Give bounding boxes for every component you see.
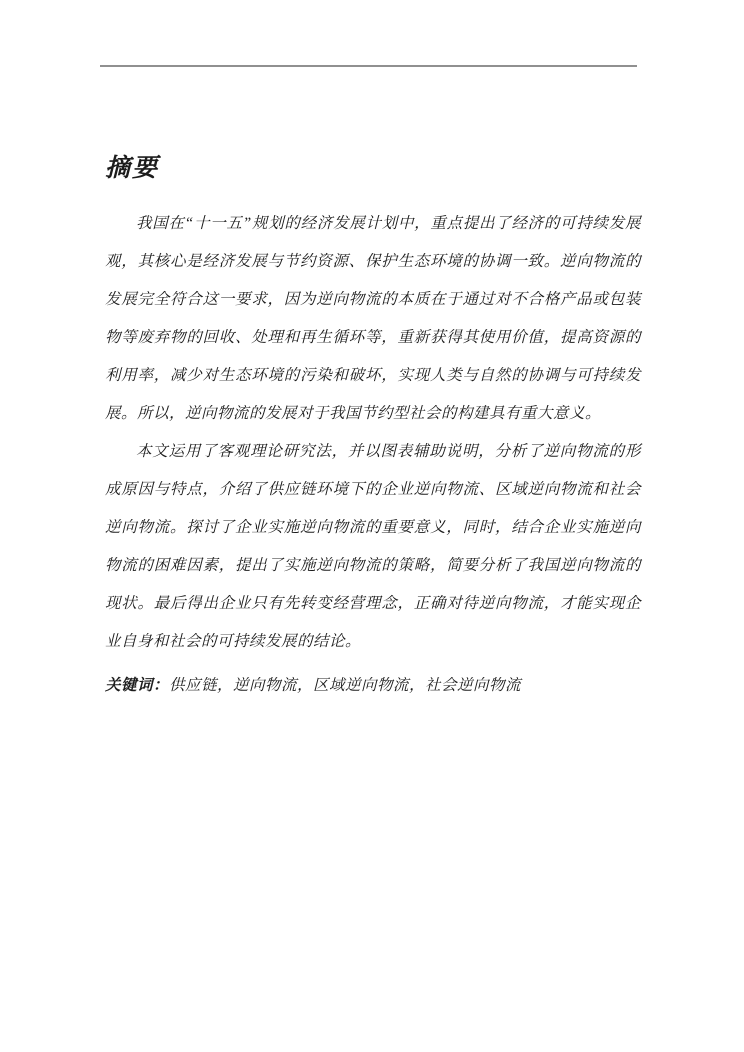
page-title: 摘要	[105, 155, 160, 182]
header-rule	[100, 65, 637, 67]
abstract-paragraph-1: 我国在“十一五”规划的经济发展计划中，重点提出了经济的可持续发展观，其核心是经济发展与节约资源、保护生态环境的协调一致。逆向物流的发展完全符合这一要求，因为逆向物流的本质在于通过对不合格产品或包装物等废弃物的回收、处理和再生循环等，重新获得其使用价值，提高资源的利用率，减少对生态环境的污染和破坏，实现人类与自然的协调与可持续发展。所以，逆向物流的发展对于我国节约型社会的构建具有重大意义。	[105, 215, 641, 422]
keywords-line	[105, 667, 641, 705]
abstract-paragraph-2: 本文运用了客观理论研究法，并以图表辅助说明，分析了逆向物流的形成原因与特点，介绍了供应链环境下的企业逆向物流、区域逆向物流和社会逆向物流。探讨了企业实施逆向物流的重要意义，同时，结合企业实施逆向物流的困难因素，提出了实施逆向物流的策略，简要分析了我国逆向物流的现状。最后得出企业只有先转变经营理念，正确对待逆向物流，才能实现企业自身和社会的可持续发展的结论。	[105, 443, 641, 650]
keywords-text: 供应链，逆向物流，区域逆向物流，社会逆向物流	[169, 677, 522, 694]
keywords-label: 关键词：	[105, 677, 170, 694]
abstract-section	[105, 153, 641, 705]
